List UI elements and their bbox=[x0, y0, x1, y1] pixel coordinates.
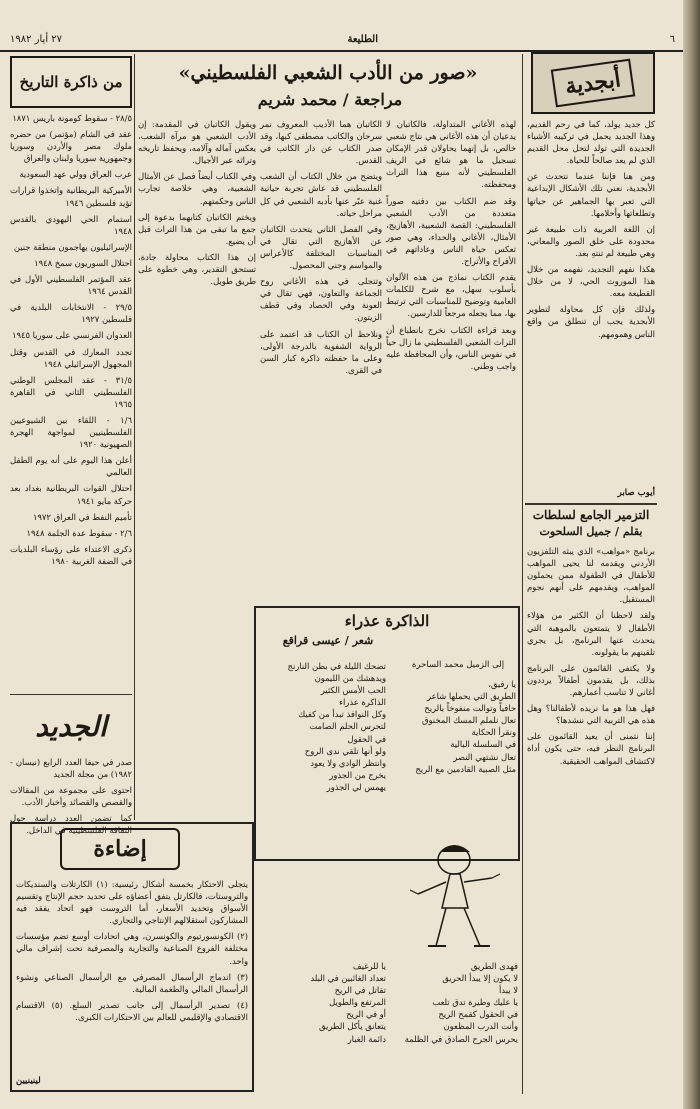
jadid-paragraph: كما تضمن العدد دراسة حول الثقافة الفلسطينية في الداخل. bbox=[10, 813, 132, 836]
jadid-column bbox=[10, 756, 132, 836]
history-item: ٢/٦ - سقوط عدة الجلمة ١٩٤٨ bbox=[26, 527, 132, 538]
idaa-paragraph: (٣) اندماج الرأسمال المصرفي مع الرأسمال الصناعي ونشوء الرأسمال المالي والطغمة المالية. bbox=[16, 971, 248, 994]
divider bbox=[525, 503, 657, 505]
main-article-column-2 bbox=[260, 118, 382, 603]
poem-line: دائمة الغبار bbox=[347, 1033, 386, 1044]
divider bbox=[10, 694, 132, 695]
poem-line: حافياً وتوالت منفوخاً بالريح bbox=[424, 703, 516, 714]
tazeer-paragraph: إننا نتمنى أن يعيد القائمون على البرنامج النظر فيه، حتى يكون أداة لاكتشاف المواهب الحقيقية. bbox=[527, 731, 655, 766]
history-column bbox=[10, 112, 132, 692]
poem-line: الذاكرة عذراء bbox=[339, 697, 386, 708]
history-item: ذكرى الاعتداء على رؤساء البلديات في الضفة الغربية ١٩٨٠ bbox=[10, 543, 132, 566]
main-article-paragraph: ويقول الكاتبان في المقدمة: إن الأدب الشعبي هو مرآة الشعب، يعكس آماله وآلامه، ويحفظ تاريخه وتراثه عبر الأجيال. bbox=[138, 119, 256, 166]
poem-closing-left bbox=[262, 960, 386, 1090]
poem-line: وانتظر الوادي ولا يعود bbox=[310, 757, 386, 768]
publication-name: الطليعة bbox=[347, 34, 378, 45]
tazeer-paragraph: ولا يكتفي القائمون على البرنامج بذلك، بل يقدمون أطفالاً يرددون أغاني لا تناسب أعمارهم. bbox=[527, 662, 655, 698]
jadid-paragraph: احتوى على مجموعة من المقالات والقصص والقصائد وأخبار الأدب. bbox=[10, 785, 132, 808]
tazeer-paragraph: فهل هذا هو ما نريده لأطفالنا؟ وهل هذه هي التربية التي ننشدها؟ bbox=[527, 703, 655, 726]
history-item: تأميم النفط في العراق ١٩٧٢ bbox=[32, 511, 132, 522]
poem-line: المرتفع والطويل bbox=[329, 997, 386, 1008]
poem-line: وكل النوافذ تبدأ من كفيك bbox=[298, 709, 386, 720]
history-logo bbox=[10, 56, 132, 108]
poem-line: يخرج من الجذور bbox=[329, 769, 386, 780]
history-item: عقد في الشام (مؤتمر) من حضره ملوك مصر والأردن وسوريا وجمهورية سوريا ولبنان والعراق bbox=[10, 129, 132, 164]
tazeer-title: التزمير الجامع لسلطات bbox=[532, 508, 650, 522]
history-item: الإسرائيليون يهاجمون منطقة جنين bbox=[13, 241, 132, 252]
poem-left-stanza bbox=[260, 660, 386, 856]
poem-line: لا يكون إلا يبدأ الحريق bbox=[442, 973, 518, 984]
history-item: أعلن هذا اليوم على أنه يوم الطفل العالمي bbox=[10, 455, 132, 478]
main-article-column-3 bbox=[138, 118, 256, 603]
poem-line: يا رفيق، bbox=[488, 679, 516, 689]
main-article-byline: مراجعة / محمد شريم bbox=[257, 90, 403, 109]
main-article-paragraph: ونلاحظ أن الكتاب قد اعتمد على الرواية الشفوية بالدرجة الأولى، وعلى ما حفظته ذاكرة كبار السن في القرى. bbox=[260, 328, 382, 375]
abjadiyya-paragraph: إن اللغة العربية ذات طبيعة غير محدودة على خلق الصور والمعاني، وهي طبيعة لم تنتهِ بعد. bbox=[527, 223, 655, 258]
column-rule bbox=[134, 54, 135, 820]
poem-line: يحرس الجرح الصادق في الظلمة bbox=[404, 1033, 518, 1044]
main-article-paragraph: وبعد قراءة الكتاب نخرج بانطباع أن التراث الشعبي الفلسطيني ما زال حياً في نفوس الناس، وأن المحافظة عليه واجب وطني. bbox=[386, 324, 516, 371]
idaa-column bbox=[16, 878, 248, 1074]
poem-line: ولو أنها تلقي ندى الروح bbox=[304, 745, 386, 756]
idaa-signature: لينينيين bbox=[16, 1076, 41, 1086]
jadid-logo: الجديد bbox=[35, 709, 107, 743]
main-article-paragraph: يقدم الكتاب نماذج من هذه الألوان بأسلوب سهل، مع شرح للكلمات العامية وتوضيح للمناسبات التي ترتبط بها، مما يجعله مرجعاً للدارسين. bbox=[386, 272, 516, 319]
poem-line: وأنت الدرب المظعون bbox=[443, 1021, 518, 1032]
history-item: ١/٦ - اللقاء بين الشيوعيين الفلسطينيين لمواجهة الهجرة الصهيونية ١٩٢٠ bbox=[10, 414, 132, 450]
tazeer-byline: بقلم / جميل السلحوت bbox=[539, 525, 643, 538]
binding-spine bbox=[683, 0, 700, 1109]
history-item: ٢٨/٥ - سقوط كومونة باريس ١٨٧١ bbox=[12, 113, 132, 123]
main-article-title: «صور من الأدب الشعبي الفلسطيني» bbox=[178, 62, 478, 84]
column-rule bbox=[522, 54, 523, 1094]
poem-line: يا للرغيف bbox=[352, 961, 386, 971]
poem-line: لتحرس الحلم الصامت bbox=[309, 721, 386, 732]
abjadiyya-paragraph: ومن هنا فإننا عندما نتحدث عن الأبجدية، نعني تلك الأشكال الإبداعية التي تعبر بها الجماهير عن حياتها وتطلعاتها وأحلامها. bbox=[527, 171, 655, 218]
jadid-paragraph: صدر في حيفا العدد الرابع (نيسان - ١٩٨٢) من مجلة الجديد bbox=[10, 757, 132, 780]
tazeer-paragraph: برنامج «مواهب» الذي يبثه التلفزيون الأردني ويقدمه لنا يحيى المواهب للأطفال في الطفولة ممن يحملون المواهب، ويقدمهم على أنهم نجوم المستقبل. bbox=[527, 546, 655, 605]
page-number: ٦ bbox=[669, 34, 675, 45]
abjadiyya-paragraph: ولذلك فإن كل محاولة لتطوير الأبجدية يجب أن تنطلق من واقع الناس وهمومهم. bbox=[527, 304, 655, 339]
history-logo-text: من ذاكرة التاريخ bbox=[19, 72, 123, 91]
idaa-paragraph: (٤) تصدير الرأسمال إلى جانب تصدير السلع. (٥) الاقتسام الاقتصادي والإقليمي للعالم بين الاحتكارات الكبرى. bbox=[16, 999, 248, 1022]
abjadiyya-paragraph: هكذا نفهم التجديد، نفهمه من خلال هذا الموروث الحي، لا من خلال القطيعة معه. bbox=[527, 264, 655, 299]
main-article-paragraph: إن هذا الكتاب محاولة جادة، تستحق التقدير، وهي خطوة على طريق طويل. bbox=[138, 251, 256, 287]
history-item: العدوان الفرنسي على سوريا ١٩٤٥ bbox=[11, 330, 132, 341]
poem-closing-right bbox=[394, 960, 518, 1090]
history-item: استمام الحي اليهودي بالقدس ١٩٤٨ bbox=[10, 213, 132, 236]
main-article-paragraph: ويتضح من خلال الكتاب أن الشعب الفلسطيني قد عاش تجربة حياتية غنية عبّر عنها بأدبه الشعبي في كل مراحل حياته. bbox=[260, 171, 382, 218]
sketch-illustration bbox=[388, 838, 518, 958]
poem-line: تعداد الغائبين في البلد bbox=[310, 973, 386, 984]
issue-date: ٢٧ أيار ١٩٨٢ bbox=[10, 34, 63, 45]
main-article-paragraph: ويختم الكاتبان كتابهما بدعوة إلى جمع ما تبقى من هذا التراث قبل أن يضيع. bbox=[138, 211, 256, 246]
poem-line: لا يبدأ bbox=[498, 985, 518, 996]
poem-line: ونقرأ الحكاية bbox=[471, 727, 516, 738]
poem-line: يهمس لي الجذور bbox=[326, 781, 386, 792]
history-item: ٢٩/٥ - الانتخابات البلدية في فلسطين ١٩٢٧ bbox=[10, 302, 132, 325]
poem-line: فهدى الطريق bbox=[470, 961, 518, 971]
poem-line: في السلسلة البالية bbox=[450, 739, 516, 750]
abjadiyya-column bbox=[527, 118, 655, 488]
poem-line: مثل الصبية القادمين مع الريح bbox=[415, 763, 516, 774]
abjadiyya-logo bbox=[531, 52, 655, 114]
poem-dedication: إلى الزميل محمد الساحرة bbox=[411, 660, 505, 670]
poem-line: تضحك الليلة في بطن النارنج bbox=[287, 661, 386, 671]
poem-title: الذاكرة عذراء bbox=[344, 612, 430, 630]
abjadiyya-signature: أيوب صابر bbox=[617, 488, 655, 498]
history-item: عقد المؤتمر الفلسطيني الأول في القدس ١٩٦٤ bbox=[10, 274, 132, 297]
poem-line: الحب الأمس الكثير bbox=[320, 685, 386, 696]
idaa-paragraph: (٢) الكونسورتيوم والكونسرن، وهي اتحادات أوسع تضم مؤسسات مختلفة الفروع الصناعية والتجارية والمصرفية تحت إشراف مالي واحد. bbox=[16, 931, 248, 966]
poem-line: تعال نشتهي النصر bbox=[453, 751, 516, 762]
main-article-column-1 bbox=[386, 118, 516, 603]
poem-poet: شعر / عيسى قراقع bbox=[282, 634, 374, 647]
history-item: تجدد المعارك في القدس وقتل المجهول الإسرائيلي ١٩٤٨ bbox=[10, 346, 132, 369]
history-item: احتلال السوريون سمخ ١٩٤٨ bbox=[34, 257, 132, 268]
poem-line: في الحقول bbox=[347, 733, 386, 744]
poem-right-stanza bbox=[390, 678, 516, 858]
history-item: عرب العراق وولي عهد السعودية bbox=[19, 169, 132, 180]
poem-line: يتعانق يأكل الطريق bbox=[319, 1021, 386, 1032]
figure-sketch-icon bbox=[388, 838, 518, 958]
history-item: الأميركية البريطانية واتخذوا قرارات تؤيد فلسطين ١٩٤٦ bbox=[10, 185, 132, 208]
poem-line: الطريق التي يحملها شاعر bbox=[426, 691, 516, 702]
poem-line: في الحقول كقمح الريح bbox=[438, 1009, 518, 1020]
main-article-paragraph: وتتجلى في هذه الأغاني روح الجماعة والتعاون، فهي تقال في العونة وفي الحصاد وفي قطف الزيتون. bbox=[260, 276, 382, 323]
main-article-paragraph: الكاتبان هما الأديب المعروف نمر سرحان والكاتب مصطفى كبها، وقد صدر الكتاب عن دار الكاتب في القدس. bbox=[260, 119, 382, 166]
poem-line: تقاتل في الريح bbox=[334, 985, 386, 996]
history-item: احتلال القوات البريطانية بغداد بعد حركة مايو ١٩٤١ bbox=[10, 483, 132, 506]
poem-line: يا عليك وطيرة تدق تلعب bbox=[432, 997, 518, 1008]
tazeer-paragraph: ولقد لاحظنا أن الكثير من هؤلاء الأطفال لا يتمتعون بالموهبة التي يتحدث عنها البرنامج، بل يجري تلقينهم ما يقولونه. bbox=[527, 610, 655, 657]
abjadiyya-logo-text: أبجدية bbox=[551, 59, 635, 108]
poem-line: تعال نلملم المسك المخنوق bbox=[421, 715, 516, 726]
tazeer-column bbox=[527, 545, 655, 1090]
idaa-paragraph: يتجلى الاحتكار بخمسة أشكال رئيسية: (١) الكارتلات والسنديكات والتروستات، فالكارتل يتفق أعضاؤه على تحديد حجم الإنتاج وتقسيم الأسواق وتحديد الأسعار، أما التروست فهو اتحاد يفقد فيه المشاركون استقلالهم الإنتاجي والتجاري. bbox=[16, 879, 248, 926]
main-article-paragraph: وقد ضم الكتاب بين دفتيه صوراً متعددة من الأدب الشعبي الفلسطيني: القصة الشعبية، الأهازيج، الأمثال، الأغاني والحداء، وهي صور تعكس حياة الناس وعاداتهم في الأفراح والأتراح. bbox=[386, 195, 516, 267]
poem-line: ويدهشك من الليمون bbox=[314, 673, 386, 684]
idaa-logo-text: إضاءة bbox=[93, 836, 147, 862]
poem-line: أو في الريح bbox=[346, 1009, 386, 1020]
main-article-paragraph: لهذه الأغاني المتداولة، فالكاتبان لا يدعيان أن هذه الأغاني هي نتاج شعبي خالص، بل إنهما يحاولان قدر الإمكان تسجيل ما هو شائع في الريف الفلسطيني لأنه منبع هذا التراث ومحفظته. bbox=[386, 119, 516, 190]
abjadiyya-paragraph: كل جديد يولد، كما في رحم القديم، وهذا الجديد يحمل في تركيبه الأشياء الجديدة التي تولد لتحل محل القديم الذي لم يعد صالحاً للحياة. bbox=[527, 119, 655, 166]
main-article-paragraph: وفي الفصل الثاني يتحدث الكاتبان عن الأهازيج التي تقال في المناسبات المختلفة كالأعراس والمواسم وجني المحصول. bbox=[260, 223, 382, 271]
history-item: ٣١/٥ - عقد المجلس الوطني الفلسطيني الثاني في القاهرة ١٩٦٥ bbox=[10, 374, 132, 409]
main-article-paragraph: وفي الكتاب أيضاً فصل عن الأمثال الشعبية، وهي خلاصة تجارب الناس وحكمتهم. bbox=[138, 171, 256, 206]
page-header bbox=[0, 30, 683, 52]
